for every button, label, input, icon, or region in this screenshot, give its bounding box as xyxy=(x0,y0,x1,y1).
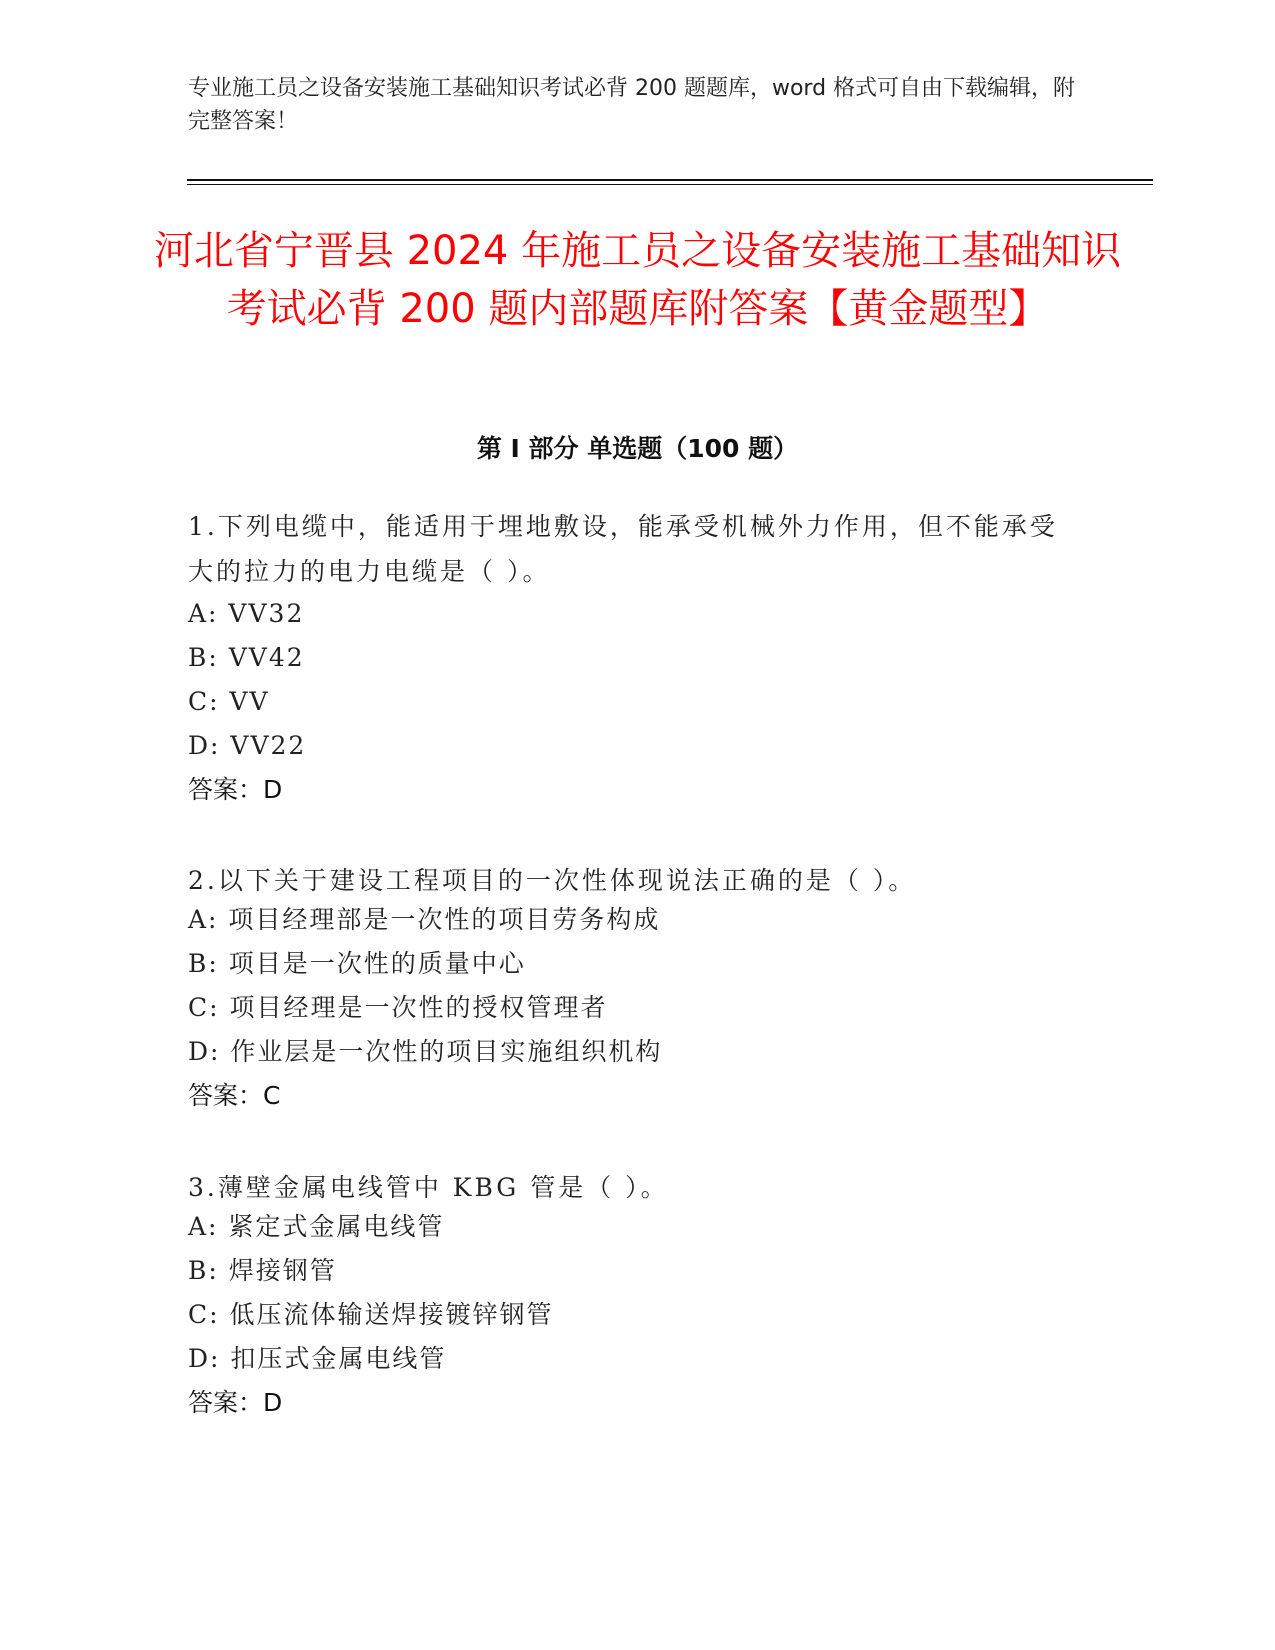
header-note: 专业施工员之设备安装施工基础知识考试必背 200 题题库，word 格式可自由下载编辑，附完整答案！ xyxy=(188,76,1076,134)
option-c: C: 项目经理是一次性的授权管理者 xyxy=(188,993,608,1022)
header-divider xyxy=(187,179,1153,181)
option-d: D: 作业层是一次性的项目实施组织机构 xyxy=(188,1037,663,1066)
document-title: 河北省宁晋县 2024 年施工员之设备安装施工基础知识考试必背 200 题内部题库附答案【黄金题型】 xyxy=(153,228,1122,332)
option-c: C: VV xyxy=(188,687,270,716)
question-text: 1.下列电缆中，能适用于埋地敷设，能承受机械外力作用，但不能承受大的拉力的电力电缆是（ ）。 xyxy=(188,512,1058,586)
option-a: A: 紧定式金属电线管 xyxy=(188,1212,445,1241)
option-b: B: 项目是一次性的质量中心 xyxy=(188,949,526,978)
option-d: D: 扣压式金属电线管 xyxy=(188,1344,447,1373)
answer: 答案：C xyxy=(188,1081,281,1110)
option-a: A: 项目经理部是一次性的项目劳务构成 xyxy=(188,905,661,934)
question-text: 2.以下关于建设工程项目的一次性体现说法正确的是（ ）。 xyxy=(188,866,917,895)
option-c: C: 低压流体输送焊接镀锌钢管 xyxy=(188,1300,554,1329)
option-b: B: VV42 xyxy=(188,643,305,672)
answer: 答案：D xyxy=(188,1388,283,1417)
option-b: B: 焊接钢管 xyxy=(188,1256,337,1285)
option-d: D: VV22 xyxy=(188,731,307,760)
option-a: A: VV32 xyxy=(188,599,305,628)
section-title: 第 I 部分 单选题（100 题） xyxy=(476,434,799,463)
answer: 答案：D xyxy=(188,775,283,804)
question-text: 3.薄壁金属电线管中 KBG 管是（ ）。 xyxy=(188,1173,669,1202)
header-divider-thin xyxy=(187,184,1153,185)
